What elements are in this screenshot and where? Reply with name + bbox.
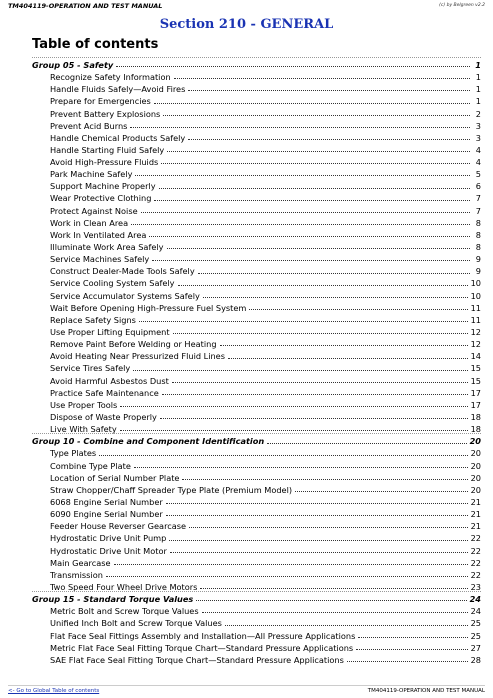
toc-page-number: 20	[470, 460, 481, 471]
toc-page-number: 25	[470, 630, 481, 641]
toc-entry-row[interactable]	[32, 603, 481, 615]
toc-entry-label: Handle Starting Fluid Safely	[50, 144, 165, 155]
toc-page-number: 12	[470, 339, 481, 350]
global-toc-link[interactable]: <- Go to Global Table of contents	[8, 688, 100, 694]
dot-leader	[167, 248, 471, 249]
toc-entry-row[interactable]	[32, 458, 481, 470]
dot-leader	[200, 588, 467, 589]
dot-leader	[133, 370, 467, 371]
toc-entry-label: Recognize Safety Information	[50, 72, 171, 83]
dot-leader	[160, 418, 468, 419]
toc-entry-row[interactable]	[32, 421, 481, 433]
toc-entry-row[interactable]	[32, 579, 481, 591]
toc-entry-label: Avoid Harmful Asbestos Dust	[50, 375, 169, 386]
toc-entry-label: Use Proper Lifting Equipment	[50, 327, 170, 338]
dot-leader	[141, 212, 470, 213]
dot-leader	[114, 564, 468, 565]
dot-leader	[134, 467, 468, 468]
toc-page-number: 11	[470, 314, 481, 325]
toc-entry-label: Practice Safe Maintenance	[50, 387, 159, 398]
toc-entry-label: Hydrostatic Drive Unit Motor	[50, 545, 167, 556]
toc-entry-label: Wear Protective Clothing	[50, 193, 152, 204]
toc-entry-label: Hydrostatic Drive Unit Pump	[50, 533, 167, 544]
dot-leader	[139, 321, 468, 322]
toc-entry-label: Type Plates	[50, 448, 97, 459]
toc-entry-row[interactable]	[32, 530, 481, 542]
toc-entry-row[interactable]	[32, 263, 481, 275]
toc-entry-label: Prepare for Emergencies	[50, 96, 151, 107]
toc-page-number: 17	[470, 387, 481, 398]
toc-entry-label: Feeder House Reverser Gearcase	[50, 521, 187, 532]
dot-leader	[131, 224, 470, 225]
toc-entry-label: Dispose of Waste Properly	[50, 412, 157, 423]
dot-leader	[295, 491, 468, 492]
toc-page-number: 12	[470, 327, 481, 338]
dot-leader	[172, 382, 468, 383]
toc-entry-label: Support Machine Properly	[50, 181, 156, 192]
toc-page-number: 3	[475, 120, 481, 131]
toc-page-number: 22	[470, 569, 481, 580]
toc-page-number: 21	[470, 497, 481, 507]
toc-entry-label: Work in Clean Area	[50, 217, 129, 228]
toc-entry-row[interactable]	[32, 251, 481, 263]
toc-page-number: 27	[470, 642, 481, 653]
toc-page-number: 24	[470, 606, 481, 617]
dot-leader	[170, 552, 468, 553]
toc-page-number: 1	[475, 59, 481, 70]
toc-entry-row[interactable]	[32, 324, 481, 336]
toc-entry-label: Handle Fluids Safely—Avoid Fires	[50, 84, 186, 95]
dot-leader	[174, 78, 470, 79]
toc-page-number: 22	[470, 557, 481, 568]
toc-entry-row[interactable]	[32, 348, 481, 360]
toc-title: Table of contents	[32, 37, 159, 52]
toc-entry-row[interactable]	[32, 336, 481, 348]
dot-leader	[120, 430, 468, 431]
dot-leader	[99, 455, 467, 456]
toc-entry-row[interactable]	[32, 154, 481, 166]
toc-entry-row[interactable]	[32, 446, 481, 458]
toc-page-number: 15	[470, 375, 481, 386]
toc-entry-row[interactable]	[32, 166, 481, 178]
toc-entry-row[interactable]	[32, 373, 481, 385]
toc-entry-label: Unified Inch Bolt and Screw Torque Values	[50, 618, 222, 629]
toc-entry-label: Flat Face Seal Fittings Assembly and Installation—All Pressure Applications	[50, 630, 356, 641]
toc-page-number: 9	[475, 254, 481, 265]
dot-leader	[196, 600, 466, 601]
toc-entry-label: Service Machines Safely	[50, 254, 150, 265]
dot-leader	[149, 236, 470, 237]
toc-page-number: 10	[470, 290, 481, 301]
toc-group-label: Group 05 - Safety	[32, 59, 114, 70]
toc-entry-row[interactable]	[32, 409, 481, 421]
toc-page-number: 5	[475, 169, 481, 180]
toc-entry-row[interactable]	[32, 312, 481, 324]
toc-entry-label: Service Tires Safely	[50, 363, 131, 374]
toc-entry-row[interactable]	[32, 106, 481, 118]
toc-page-number: 21	[470, 521, 481, 532]
toc-entry-label: Transmission	[50, 569, 103, 580]
toc-entry-row[interactable]	[32, 227, 481, 239]
dot-leader	[120, 406, 467, 407]
toc-entry-row[interactable]	[32, 615, 481, 627]
toc-entry-label: Illuminate Work Area Safely	[50, 242, 164, 253]
toc-entry-label: Avoid Heating Near Pressurized Fluid Lines	[50, 351, 225, 362]
toc-entry-row[interactable]	[32, 191, 481, 203]
dot-leader	[173, 333, 468, 334]
toc-page-number: 22	[470, 545, 481, 556]
toc-page-number: 2	[475, 108, 481, 119]
toc-page-number: 8	[475, 229, 481, 240]
toc-entry-label: Metric Flat Face Seal Fitting Torque Chart—Standard Pressure Applications	[50, 642, 354, 653]
toc-entry-label: Wait Before Opening High-Pressure Fuel System	[50, 302, 247, 313]
dot-leader	[356, 649, 467, 650]
toc-entry-row[interactable]	[32, 93, 481, 105]
toc-group-row[interactable]	[32, 57, 481, 69]
toc-page-number: 9	[475, 266, 481, 277]
toc-entry-label: Protect Against Noise	[50, 205, 138, 216]
toc-entry-row[interactable]	[32, 215, 481, 227]
toc-entry-label: Prevent Acid Burns	[50, 120, 128, 131]
toc-page-number: 4	[475, 144, 481, 155]
toc-page-number: 4	[475, 157, 481, 168]
toc-entry-row[interactable]	[32, 288, 481, 300]
toc-entry-row[interactable]	[32, 81, 481, 93]
dot-leader	[154, 103, 470, 104]
table-of-contents	[32, 57, 481, 664]
toc-page-number: 11	[470, 302, 481, 313]
dot-leader	[249, 309, 467, 310]
dot-leader	[178, 285, 468, 286]
toc-entry-row[interactable]	[32, 69, 481, 81]
toc-page-number: 20	[470, 484, 481, 495]
toc-entry-label: Avoid High-Pressure Fluids	[50, 157, 159, 168]
toc-page-number: 8	[475, 242, 481, 253]
toc-entry-row[interactable]	[32, 203, 481, 215]
toc-page-number: 22	[470, 533, 481, 544]
toc-entry-label: Prevent Battery Explosions	[50, 108, 161, 119]
toc-entry-label: Construct Dealer-Made Tools Safely	[50, 266, 195, 277]
toc-entry-row[interactable]	[32, 628, 481, 640]
toc-entry-label: Live With Safety	[50, 424, 117, 435]
toc-page-number: 1	[475, 84, 481, 95]
toc-entry-label: 6090 Engine Serial Number	[50, 509, 163, 520]
manual-title: TM404119-OPERATION AND TEST MANUAL	[8, 2, 163, 10]
toc-entry-row[interactable]	[32, 178, 481, 190]
toc-page-number: 24	[469, 594, 481, 605]
toc-entry-label: Handle Chemical Products Safely	[50, 132, 186, 143]
toc-page-number: 20	[470, 472, 481, 483]
dot-leader	[154, 200, 470, 201]
toc-page-number: 23	[470, 581, 481, 592]
toc-entry-row[interactable]	[32, 506, 481, 518]
toc-entry-label: Service Accumulator Systems Safely	[50, 290, 200, 301]
dot-leader	[198, 273, 470, 274]
toc-entry-row[interactable]	[32, 300, 481, 312]
toc-page-number: 25	[470, 618, 481, 629]
toc-page-number: 1	[475, 96, 481, 107]
dot-leader	[162, 394, 468, 395]
dot-leader	[203, 297, 468, 298]
toc-entry-row[interactable]	[32, 543, 481, 555]
toc-entry-row[interactable]	[32, 567, 481, 579]
toc-page-number: 7	[475, 205, 481, 216]
toc-entry-label: Park Machine Safely	[50, 169, 133, 180]
toc-page-number: 20	[469, 436, 481, 447]
toc-entry-row[interactable]	[32, 640, 481, 652]
dot-leader	[188, 90, 470, 91]
dot-leader	[358, 637, 467, 638]
toc-entry-label: Replace Safety Signs	[50, 314, 136, 325]
dot-leader	[169, 540, 467, 541]
page-footer	[8, 685, 485, 696]
page-header	[8, 2, 485, 14]
dot-leader	[159, 188, 470, 189]
toc-entry-row[interactable]	[32, 494, 481, 506]
toc-group-row[interactable]	[32, 591, 481, 603]
toc-group-row[interactable]	[32, 433, 481, 445]
toc-entry-row[interactable]	[32, 482, 481, 494]
toc-entry-label: Remove Paint Before Welding or Heating	[50, 339, 217, 350]
dot-leader	[166, 503, 468, 504]
toc-page-number: 3	[475, 132, 481, 143]
toc-entry-row[interactable]	[32, 361, 481, 373]
header-right-note: (c) by Belgreen v2.2	[439, 3, 485, 8]
toc-entry-label: Location of Serial Number Plate	[50, 472, 180, 483]
toc-entry-row[interactable]	[32, 652, 481, 664]
dot-leader	[167, 151, 470, 152]
dot-leader	[152, 260, 470, 261]
toc-page-number: 20	[470, 448, 481, 459]
toc-entry-row[interactable]	[32, 397, 481, 409]
toc-page-number: 15	[470, 363, 481, 374]
toc-entry-label: 6068 Engine Serial Number	[50, 497, 163, 507]
dot-leader	[189, 527, 467, 528]
dot-leader	[220, 345, 468, 346]
toc-page-number: 18	[470, 412, 481, 423]
toc-page-number: 18	[470, 424, 481, 435]
dot-leader	[135, 175, 470, 176]
toc-page-number: 28	[470, 654, 481, 665]
toc-entry-label: Service Cooling System Safely	[50, 278, 175, 289]
toc-page-number: 10	[470, 278, 481, 289]
toc-page-number: 17	[470, 399, 481, 410]
dot-leader	[116, 66, 470, 67]
toc-entry-row[interactable]	[32, 518, 481, 530]
toc-page-number: 7	[475, 193, 481, 204]
toc-entry-label: Use Proper Tools	[50, 399, 118, 410]
toc-entry-label: Work In Ventilated Area	[50, 229, 147, 240]
toc-page-number: 6	[475, 181, 481, 192]
dot-leader	[225, 625, 468, 626]
dot-leader	[202, 612, 468, 613]
dot-leader	[106, 576, 468, 577]
toc-group-label: Group 10 - Combine and Component Identification	[32, 436, 265, 447]
toc-page-number: 1	[475, 72, 481, 83]
dot-leader	[267, 443, 466, 444]
toc-page-number: 8	[475, 217, 481, 228]
toc-entry-label: Straw Chopper/Chaff Spreader Type Plate (Premium Model)	[50, 484, 293, 495]
toc-entry-row[interactable]	[32, 555, 481, 567]
toc-group-label: Group 15 - Standard Torque Values	[32, 594, 194, 605]
toc-entry-label: SAE Flat Face Seal Fitting Torque Chart—Standard Pressure Applications	[50, 654, 344, 665]
dot-leader	[166, 515, 468, 516]
toc-entry-row[interactable]	[32, 470, 481, 482]
dot-leader	[161, 163, 470, 164]
toc-entry-row[interactable]	[32, 118, 481, 130]
toc-entry-row[interactable]	[32, 276, 481, 288]
toc-page-number: 21	[470, 509, 481, 520]
toc-entry-label: Two Speed Four Wheel Drive Motors	[50, 581, 198, 592]
dot-leader	[188, 139, 470, 140]
footer-manual-title: TM404119-OPERATION AND TEST MANUAL	[367, 688, 485, 694]
dot-leader	[347, 661, 468, 662]
toc-entry-label: Main Gearcase	[50, 557, 111, 568]
dot-leader	[182, 479, 467, 480]
dot-leader	[163, 115, 470, 116]
toc-entry-label: Metric Bolt and Screw Torque Values	[50, 606, 199, 617]
toc-entry-row[interactable]	[32, 130, 481, 142]
toc-entry-row[interactable]	[32, 142, 481, 154]
dot-leader	[130, 127, 470, 128]
toc-page-number: 14	[470, 351, 481, 362]
toc-entry-row[interactable]	[32, 239, 481, 251]
section-title: Section 210 - GENERAL	[159, 17, 334, 32]
dot-leader	[228, 358, 468, 359]
toc-entry-row[interactable]	[32, 385, 481, 397]
toc-entry-label: Combine Type Plate	[50, 460, 131, 471]
